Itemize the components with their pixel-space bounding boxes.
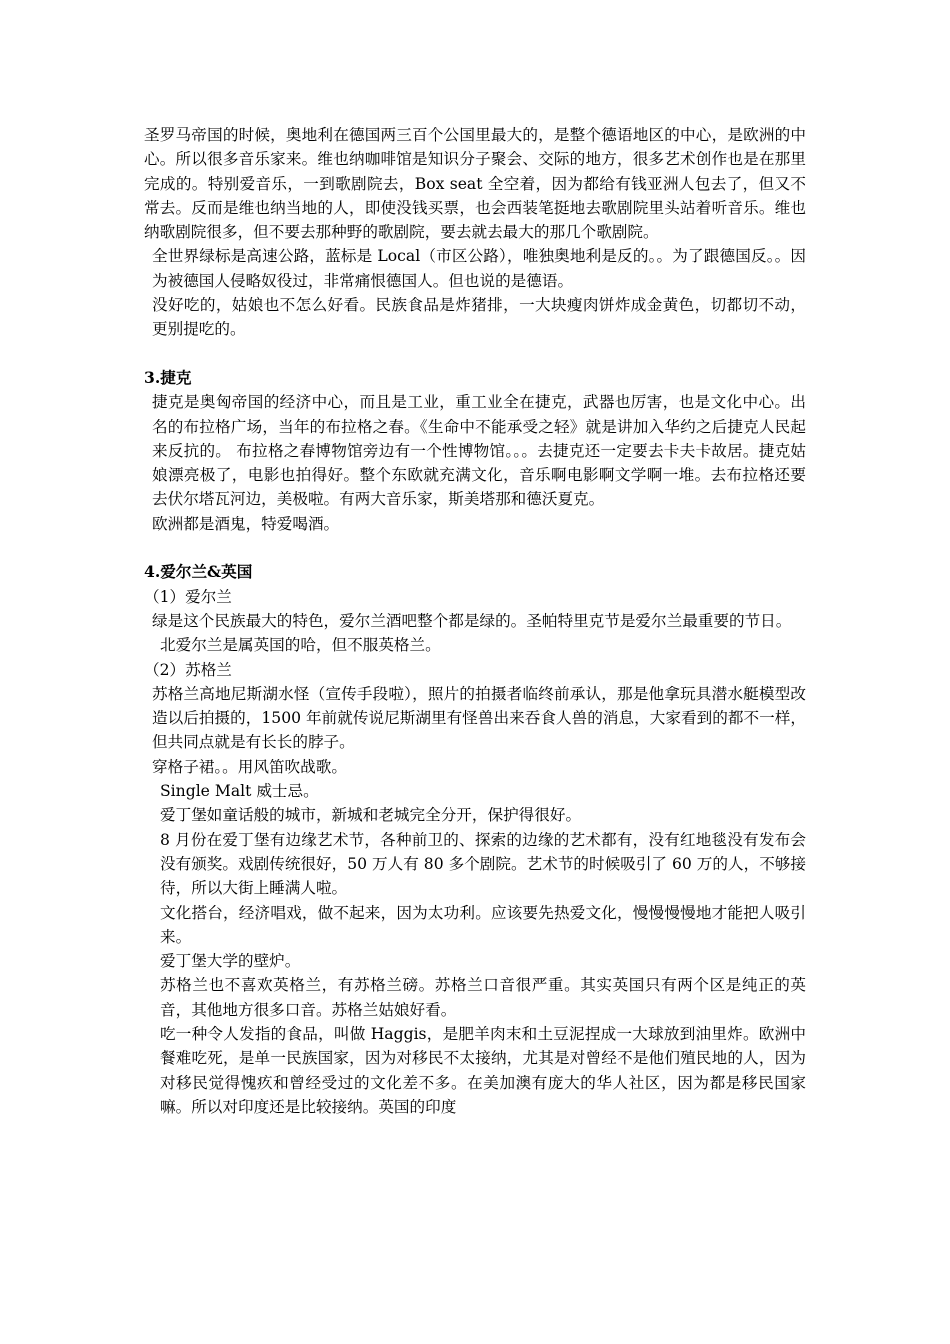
scotland-paragraph-edinburgh: 爱丁堡如童话般的城市，新城和老城完全分开，保护得很好。: [160, 806, 582, 825]
scotland-paragraph-kilt: 穿格子裙。。用风笛吹战歌。: [152, 757, 347, 776]
section-heading-czech: 3.捷克: [144, 367, 192, 387]
intro-paragraph-food: 没好吃的，姑娘也不怎么好看。民族食品是炸猪排，一大块瘦肉饼炸成金黄色，切都切不动，更别提吃的。: [152, 296, 806, 339]
scotland-paragraph-fireplace: 爱丁堡大学的壁炉。: [160, 952, 301, 971]
ireland-paragraph-green: 绿是这个民族最大的特色，爱尔兰酒吧整个都是绿的。圣帕特里克节是爱尔兰最重要的节日。: [152, 611, 792, 630]
intro-paragraph-austria-history: 圣罗马帝国的时候，奥地利在德国两三百个公国里最大的，是整个德语地区的中心，是欧洲的中心。所以很多音乐家来。维也纳咖啡馆是知识分子聚会、交际的地方，很多艺术创作也是在那里完成的。特别爱音乐，一到歌剧院去，Box seat 全空着，因为都给有钱亚洲人包去了，但又不常去。反而是维也纳当地的人，即使没钱买票，也会西装笔挺地去歌剧院里头站着听音乐。维也纳歌剧院很多，但不要去那种野的歌剧院，要去就去最大的那几个歌剧院。: [144, 126, 806, 242]
document-body: [144, 123, 806, 1119]
section-spacer: [144, 536, 806, 560]
section-heading-ireland-uk: 4.爱尔兰&英国: [144, 562, 253, 582]
subsection-title-scotland: （2）苏格兰: [144, 660, 232, 679]
intro-paragraph-road-signs: 全世界绿标是高速公路，蓝标是 Local（市区公路），唯独奥地利是反的。。为了跟德国反。。因为被德国人侵略奴役过，非常痛恨德国人。但也说的是德语。: [152, 247, 806, 290]
ireland-paragraph-north: 北爱尔兰是属英国的哈，但不服英格兰。: [160, 636, 441, 655]
scotland-paragraph-loch-ness: 苏格兰高地尼斯湖水怪（宣传手段啦），照片的拍摄者临终前承认，那是他拿玩具潜水艇模型改造以后拍摄的，1500 年前就传说尼斯湖里有怪兽出来吞食人兽的消息，大家看到的都不一样，但共同点就是有长长的脖子。: [152, 684, 806, 752]
scotland-paragraph-haggis: 吃一种令人发指的食品，叫做 Haggis，是肥羊肉末和土豆泥捏成一大球放到油里炸。欧洲中餐难吃死，是单一民族国家，因为对移民不太接纳，尤其是对曾经不是他们殖民地的人，因为对移民觉得愧疚和曾经受过的文化差不多。在美加澳有庞大的华人社区，因为都是移民国家嘛。所以对印度还是比较接纳。英国的印度: [160, 1024, 806, 1116]
scotland-paragraph-fringe-festival: 8 月份在爱丁堡有边缘艺术节，各种前卫的、探索的边缘的艺术都有，没有红地毯没有发布会没有颁奖。戏剧传统很好，50 万人有 80 多个剧院。艺术节的时候吸引了 60 万的人，不够接待，所以大街上睡满人啦。: [160, 830, 806, 898]
scotland-paragraph-accent: 苏格兰也不喜欢英格兰，有苏格兰磅。苏格兰口音很严重。其实英国只有两个区是纯正的英音，其他地方很多口音。苏格兰姑娘好看。: [160, 976, 806, 1019]
section-spacer: [144, 342, 806, 366]
scotland-paragraph-whisky: Single Malt 威士忌。: [160, 782, 319, 801]
subsection-title-ireland: （1）爱尔兰: [144, 587, 232, 606]
czech-paragraph-drinking: 欧洲都是酒鬼，特爱喝酒。: [152, 514, 340, 533]
czech-paragraph-main: 捷克是奥匈帝国的经济中心，而且是工业，重工业全在捷克，武器也厉害，也是文化中心。出名的布拉格广场，当年的布拉格之春。《生命中不能承受之轻》就是讲加入华约之后捷克人民起来反抗的。 布拉格之春博物馆旁边有一个性博物馆。。。去捷克还一定要去卡夫卡故居。捷克姑娘漂亮极了，电影也拍得好。整个东欧就充满文化，音乐啊电影啊文学啊一堆。去布拉格还要去伏尔塔瓦河边，美极啦。有两大音乐家，斯美塔那和德沃夏克。: [152, 393, 806, 509]
scotland-paragraph-culture: 文化搭台，经济唱戏，做不起来，因为太功利。应该要先热爱文化，慢慢慢慢地才能把人吸引来。: [160, 903, 806, 946]
